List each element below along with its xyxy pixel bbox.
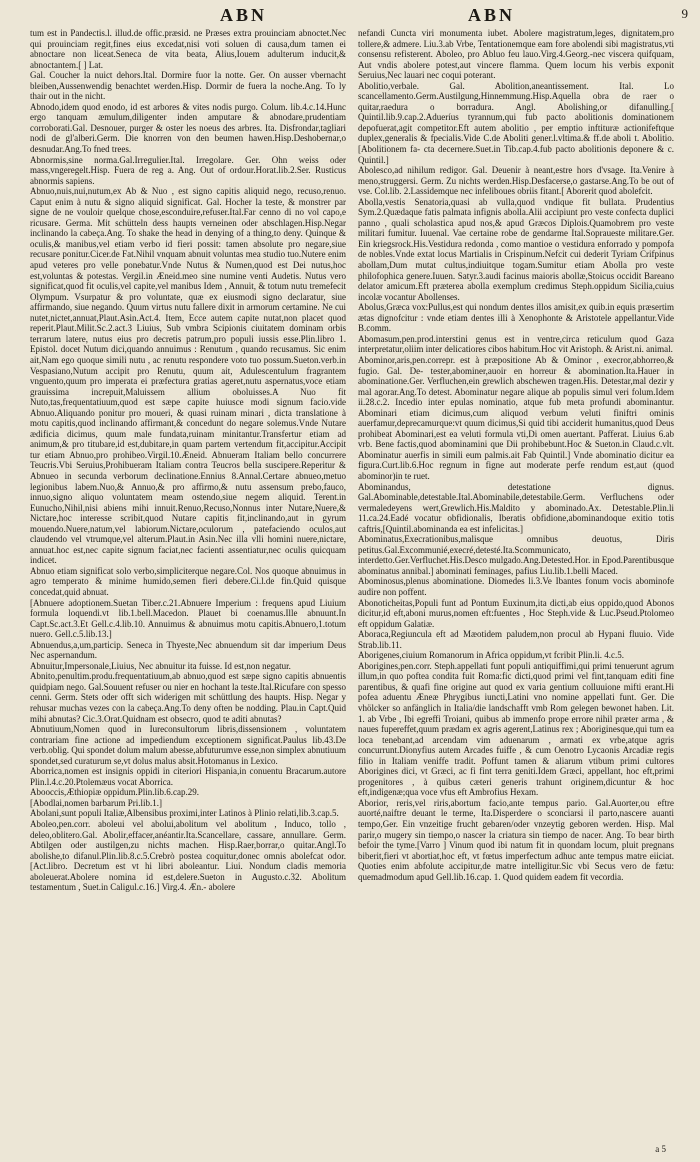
entry-abnuo-2: Abnuo etiam significat solo verbo,simpliciterque negare.Col. Nos quoque abnuimus in agro temperato & minime humido,semen fieri debere.Ci.l.de fin.Quid quisque concedat,quid abnuat.	[30, 565, 346, 597]
entry-abnormis: Abnormis,sine norma.Gal.Irregulier.Ital. Irregolare. Ger. Ohn weiss oder mass,vngeregelt.Hisp. Fuera de reg a. Ang. Out of ordour.Horat.lib.2.Ser. Rusticus abnormis sapiens.	[30, 154, 346, 186]
left-column	[30, 28, 346, 1150]
signature-mark: a 5	[655, 1144, 666, 1154]
entry-abnocto-cont: tum est in Pandectis.l. illud.de offic.præsid. ne Præses extra prouinciam abnoctet.Nec qui prouinciam regit,fines eius excedat,nisi voti soluen di causa,dum tamen ei abnoctare non liceat.Seneca de vita beata, Alius,Iouem adulterum inducit,& abnoctantem.[ ] Lat.	[30, 28, 346, 70]
running-header-left: ABN	[220, 5, 268, 25]
entry-abooccis: Abooccis,Æthiopiæ oppidum.Plin.lib.6.cap.29.	[30, 787, 199, 798]
entry-abonoticheitas: Abonoticheitas,Populi funt ad Pontum Euxinum,ita dicti,ab eius oppido,quod Abonos dicitur,id eft,aboni murus,nomen eft:fuentes , Hoc Steph.vide & Luc.Pseud.Ptolomeo eft oppidum Galatiæ.	[358, 597, 674, 629]
entry-abominandus: Abominandus, detestatione dignus. Gal.Abominable,detestable.Ital.Abominabile,detestabile.Germ. Verfluchens oder vermaledeyens wert,Grewlich.His.Maldito y abominado.Ax. Detestable.Plin.li 11.ca.24.Eadé vocatur obfidionalis, Iberatis obfidione,abominandoque exitio totis caftris,[Quintil.abominanda ea est infelicitas.]	[358, 481, 674, 534]
entry-abominosus: Abominosus,plenus abominatione. Diomedes li.3.Ve Ibantes fonum vocis abominofe audire non poffent.	[358, 576, 674, 597]
entry-abolla: Abolla,vestis Senatoria,quasi ab vulla,quod vndique fit bullata. Prudentius Sym.2.Quædaque fatis palmata infignis abolla.Alii accipiunt pro veste confecta duplici panno , quali scholastica apud nos,& apud Græcos Diplois.Quamobrem pro veste militari fumitur. Iuuenal. Vae certaine robe de gendarme Ital.Sopraueste militare.Ger. Ein kriegsrock.His.Vestidura redonda , como mantioe o vestidura enforrado y pompofa de nobles.Vnde extat locus Martialis in Crispinum.Nefcit cui dederit Tyriam Crifpinus abollam,Dum mutat cultus,indiuitque togam.Sumitur etiam Abolla pro veste philofophica genere.Iuuen. Satyr.3.audi facinus maioris abollæ,Stoicus occidit Bareano delator amicum.Eft præterea abolla exemplum credimus Steph.oppidum Sicilia,cuius incolæ vocantur Abollenses.	[358, 196, 674, 302]
entry-aborigines: Aborigines,pen.corr. Steph.appellati funt populi antiquiffimi,qui primi tenuerunt agrum illum,in quo poftea condita fuit Roma:fic dicti,quod primi vel fint,tanquam editi fine parentibus, & quafi fine origine aut quod ex varia gentium colluuione mifti erant.Hi pofea aduentu Æneæ Phrygibus iuncti,Latini vno nomine appellati funt. Ger. Die vhölcker so anfänglich in Italia/die landschafft vmb Rom gelegen bewonet haben. Lit. 1. ab Vrbe , Ibi egreffi Troiani, quibus ab immenfo prope errore nihil præter arma , & naues fupereffet,quum prædam ex agris agerent,Latinus rex ; Aboriginesque,qui tum ea loca tenebant,ad arcendam vim aduenarum , armati ex vrbe,atque agris concurrunt.Dionyfius autem Arcades fuiffe , & cum Oenotro Lycaonis Arcadiæ regis filio in Italiam veniffe tradit. Poffunt tamen & aliarum vtibum primi cultores Aborigines dici, vt Græci, ac fi fint terra geniti.Idem Græci, appellant, hoc eft,primi progenitores , à quibus cæteri generis trahunt originem,dicuntur & hoc eft,indigenæ;qua voce vfus eft Ambrofius Hexam.	[358, 660, 674, 798]
entry-abomasum: Abomasum,pen.prod.interstini genus est in ventre,circa reticulum quod Gaza interpretatur,oliim inter delicatiores cibos habitum.Hoc vit Aristoph. & Arist.ni. animal.	[358, 333, 674, 355]
right-column	[358, 28, 674, 1150]
entry-abnodo: Abnodo,idem quod enodo, id est arbores & vites nodis purgo. Colum. lib.4.c.14.Hunc ergo tanquam æmulum,diligenter inden amputare & abnodare,prudentiam corroborati.Gal. Desnouer, purger & oster les noeus des arbres. Ita. Disfrondar,tagliari nodi de gl'alberi.Germ. Die knorren von den beumen hawen.Hisp.Deshobernar,o desnudar.Ang.To fned trees.	[30, 101, 346, 155]
entry-abnocto-trans: Gal. Coucher la nuict dehors.Ital. Dormire fuor la notte. Ger. On ausser vbernacht bleiben,Aussenwendig benachtet werden.Hisp. Dormir de fuera la noche.Ang. To ly thair out in the nicht.	[30, 70, 346, 102]
entry-aborigenes: Aborigenes,ciuium Romanorum in Africa oppidum,vt fcribit Plin.li. 4.c.5.	[358, 650, 624, 661]
entry-abnuo: Abnuo,nuis,nui,nutum,ex Ab & Nuo , est signo capitis aliquid nego, recuso,renuo. Caput enim à nutu & signo aliquid significat. Gal. Hocher la teste, & monstrer par signe de ne vouloir quelque chose,esconduire,refuser.Ital.Far cenno di no vol capo,e ricusare. Germa. Mit schütteln dess haupts verneinen oder abschlagen.Hisp.Negar inclinando la cabeça.Ang. To shake the head in denying of a thing,to deny. Quinque & oculis,& manibus,vel etiam verbo id fieri possit: tamen absolute pro negare,siue recusare ponitur.Cicer.de Fat.Nihil vnquam abnuit voluntas mea studio tuo.Nutere enim apud veteres pro velle ponebatur.Vnde Nutus & Numen,quod est Dei nutus,hoc est,voluntas & potestas. Vergil.in Æneid.meo sine numine venti Audetis. Nutus vero significat,quod fit oculis,vel capite,vel manibus Idem , Annuit, & totum nutu tremefecit Olympum. Vsurpatur & pro voluntate, quæ ex eiusmodi signo declaratur, siue affirmando, siue negando. Quum virtus nutu fallere dixit in armorum certamine. Ne cui nutet,nictet,annuat,Plaut.Asin.Act.4. Item, Ecce autem capite nutat,non placet quod reperit.Plaut.Milit.Sc.2.act.3 Liuius, Sub vmbra Scipionis ciuitatem dominam orbis terrarum latere, nutus eius pro decretis patrum,pro populi iussis esse.Plin.libro 1. Epistol. docet Nutum dici,quando annuimus : Renutum , quando recusamus. Sic enim ait,Nam ego quoque simili nutu , ac renutu respondere voto tuo possum.Sueton.verb.in Vespasiano,Nutum accipit pro Renutu, quum ait, Adulescentulum fragrantem vnguento,quum pro imperata ei præfectura gratias ageret,nutu aspernatus,voce etiam grauissima increpuit,Maluissem allium oboluisses.A Nuo fit Nuto,tas,frequentatiuum,quod est sæpe capite huiusce modi signum facio.vide Abnuo.Aliquando ponitur pro moueri, & quasi ruinam minari , dicta translatione à motu capitis,quod inclinando affirmant,& concedunt do negare solemus.Vnde Nutare ædificia dicimus, quum male fundata,ruinam minitantur.Transfertur etiam ad animum,& pro titubare,id est,dubitare,in quam partem vertendum fit,accipitur.Accipit tur etiam Abnuo,pro prohibeo.Virgil.10.Æneid. Abnueram Italiam bello concurrere Teucris.Vbi Seruius,Prohibueram Italiam contra Teucros bella suscipere.Reperitur & Abnueo in secunda verborum declinatione.Ennius 8.Annal.Certare abnueo,metuo legionibus labem.Nuo,& Annuo,& pro affirmo,& nutu assensum prebo,fauco, innuo,signo aliquo voluntatem meam ostendo,siue negem aliquid. Terent.in Eunucho,Nihil,nisi abiens mihi innuit.Renuo,Recuso,Nonnus inter Nutare,Nuere,& Nictare,hoc interesse scribit,quod Nutare capitis fit,inclinando,aut in gyrum mouendo.Nuere,natum,vel labiorum.Nictare,oculorum , patefaciendo oculos,aut claudendo vel vtrumque,vel alterum.Plaut.in Asin.Nec illa vlli homini nuere,nictare, annuat.hoc est,nec capite signum faciat,nec facienti assentiatur,nec oculis quicquam indicet.	[30, 186, 346, 566]
entry-abominor: Abominor,aris,pen.correpr. est à præpositione Ab & Ominor , execror,abhorreo,& fugio. Gal. De- tester,abominer,auoir en horreur & abomination.Ita.Hauer in abominatione.Ger. Verfluchen,ein grewlich abschewen tragen.His. Detestar,mal dezir y mal agorar.Ang.To detest. Abominatur negare alique ab populis simul veri folum.Idem ii.28.c.2. Incedio inter epulas nominatio, atque fub meta profundi abominantur. Abominari etiam dicimus,cum aliquod verbum veluti finiftri ominis auerfamur,deprecamurque:vt quum dicimus,Si quid tibi acciderit humanitus,quod Deus prohibeat Abominari,est ea veluti formula vti,Di omen auertant. Pafferat. Liuius 6.ab vrb. Bene factis,quod abominamini que Dii prohibebunt.Hoc & Sueton.in Claud.c.vlt. Abominatur auerfis in simili eum palmis.ait Fab Quintil.] Vnde abominatio dicitur ea figura.Curt.lib.6.Hoc regnum in figne aut moderate perfe rendum est,aut (quod abominor)in te ruet.	[358, 354, 674, 481]
entry-abnuto: Abnito,penultim.produ.frequentatiuum,ab abnuo,quod est sæpe signo capitis abnuentis quidpiam nego. Gal.Souuent refuser ou nier en hochant la teste.Ital.Ricufare con spesso cenni. Germ. Stets oder offt sich widerigen mit schüttlung des haupts. Hisp. Negar y rehusar muchas vezes con la cabeça.Ang.To deny often be nodding. Plau.in Capt.Quid mihi abnutas? Cic.3.Orat.Quidnam est obsecro, quod te aditi abnutas?	[30, 671, 346, 724]
entry-aborior: Aborior, reris,vel riris,abortum facio,ante tempus pario. Gal.Auorter,ou eftre auorté,naiftre deuant le terme, Ita.Disperdere o sconciarsi il parto,nascere auanti tempo,Ger. Ein vnzeitige frucht gebaren/oder vnzeytig geboren werden. Hisp. Mal parir,o mugery sin tiempo,o nascer la criatura sin tiempo de nacer. Ang. To bear birth befoir the tyme.[Varro ] Vinum quod ibi natum fit in quondam locum, pluit pregnans biberit,fieri vt abortiat,hoc eft, vt fœtus imperfectum adhuc ante tempus matre eiiciat. Quoties enim abfolute accipitur,de matre intelligitur.Sic vbi Secus vero de fætu: quemadmodum apud Gell.lib.16.cap. 1. Quod quidem eadem fit vecordia.	[358, 797, 674, 882]
entry-abolus: Abolus,Græca vox:Pullus,est qui nondum dentes illos amisit,ex quib.in equis præsertim ætas dignofcitur : vnde etiam dentes illi à Xenophonte & Aristotele appellantur.Vide B.comm.	[358, 302, 674, 334]
entry-abolitio: Abolitio,verbale. Gal. Abolition,aneantissement. Ital. Lo scancellamento.Germ.Austilgung,Hinnemmung.Hisp.Aquella obra de raer o quitar,raedura o borradura. Angl. Abolishing,or difanulling.[ Quintil.lib.9.cap.2.Adueríus tyrannum,qui fub pacto abolitionis dominationem depofuerat,agit competitor.Eft autem abolitio , per emptio inftituræ actionifeftque duplex,generalis & fpecialis.Vide C.de Aboliti gener.l.vltima.& ff.de aboli t. Abolitio.[Abolitionem fa- cta decernere.Suet.in Tib.cap.4.fub pacto abolitionis deponere & c. Quintil.]	[358, 80, 674, 165]
entry-aborrica: Aborrica,nomen est insignis oppidi in citeriori Hispania,in conuentu Bracarum.autore Plin.l.4.c.20.Ptolemæus vocat Aborrica.	[30, 766, 346, 787]
entry-aboleo: Aboleo,pen.corr. aboleui vel abolui,abolitum vel abolitum , Induco, tollo , deleo,oblitero.Gal. Abolir,effacer,anéantir.Ita.Scancellare, cassare, annullare. Germ. Abtilgen oder austilgen,zu nichts machen. Hisp.Raer,borrar,o quitar.Angl.To abolishe,to difanul.Plin.lib.8.c.5.Crebrò postea coquitur,donec omnis abolefcat odor. [Act.libro. Decretum est vt hi libri aboleantur. Liui. Nondum cladis memoria aboleuerat.Abolere nomina id est,delere.Sueton in Augusto.c.32. Abolitum testamentum , Suet.in Caligul.c.16.] Virg.4. Æn.- abolere	[30, 819, 346, 893]
entry-abnuere: [Abnuere adoptionem.Suetan Tiber.c.21.Abnuere Imperium : frequens apud Liuium formula loquendi.vt lib.1.bell.Macedon. Plauet bi coenamus.Ille abnuunt.In Capt.Sc.act.3.Et Gell.c.4.lib.10. Annuimus & abnuimus motu capitis.Abnuero,1.totum nuero. Gell.c.5.lib.13.]	[30, 597, 346, 640]
entry-abolesco: Abolesco,ad nihilum redigor. Gal. Deuenir à neant,estre hors d'vsage. Ita.Venire à meno,struggersi. Germ. Zu nichts werden.Hisp.Desfacerse,o gastarse.Ang.To be out of vse. Col.lib. 2.Lassidemque nec infeliboues obriis fitant.[ Aborerit quod abolefcit.	[358, 165, 674, 197]
entry-abominatus: Abominatus,Execrationibus,malisque omnibus deuotus, Diris petitus.Gal.Excommunié,execré,detesté.Ita.Scommunicato, interdetto.Ger.Verfluchet.His.Desco mulgado.Ang.Detested.Hor. in Epod.Parentibusque abominatus annibal.] abominati feminages, pafius Liu.lib.1.belli Maced.	[358, 534, 674, 576]
entry-abodlai: [Abodlai,nomen barbarum Pri.lib.1.]	[30, 797, 162, 808]
entry-abnuendus: Abnuendus,a,um,particip. Seneca in Thyeste,Nec abnuendum sit dar imperium Deus Nec aspernandum.	[30, 639, 346, 661]
running-header-right: ABN	[468, 5, 516, 25]
entry-aboraca: Aboraca,Regiuncula eft ad Mæotidem paludem,non procul ab Hypani fluuio. Vide Strab.lib.11.	[358, 629, 674, 650]
page-number: 9	[681, 6, 688, 21]
entry-abnutiuum: Abnutiuum,Nomen quod in Iureconsultorum libris,dissensionem , voluntatem contrariam fine actione ad impediendum exceptionem significat.Paulus lib.43.De verb.oblig. Qui spondet dolum malum abesse,abfuturumve esse,non simplex abnutiuum spondet,sed curaturum se,vt dolus malus absit.Hotomanus in Lexico.	[30, 724, 346, 766]
entry-aboleo-cont: nefandi Cuncta viri monumenta iubet. Abolere magistratum,leges, dignitatem,pro tollere,& admere. Liu.3.ab Vrbe, Tentationemque eam fore abolendi sibi magistratus,vti consensu refisterent. Aboleo, pro Abluo feu lauo.Virg.4.Georg.-nec viscera quifquam, Aut vndis abolere potest,aut vincere flamma. Quem locum his verbis exponit Seruius,Nec lauari nec coqui poterant.	[358, 28, 674, 81]
entry-abolani: Abolani,sunt populi Italiæ,Albensibus proximi,inter Latinos à Plinio relati,lib.3.cap.5.	[30, 808, 339, 819]
entry-abnuitur: Abnuitur,Impersonale,Liuius, Nec abnuitur ita fuisse. Id est,non negatur.	[30, 660, 291, 671]
